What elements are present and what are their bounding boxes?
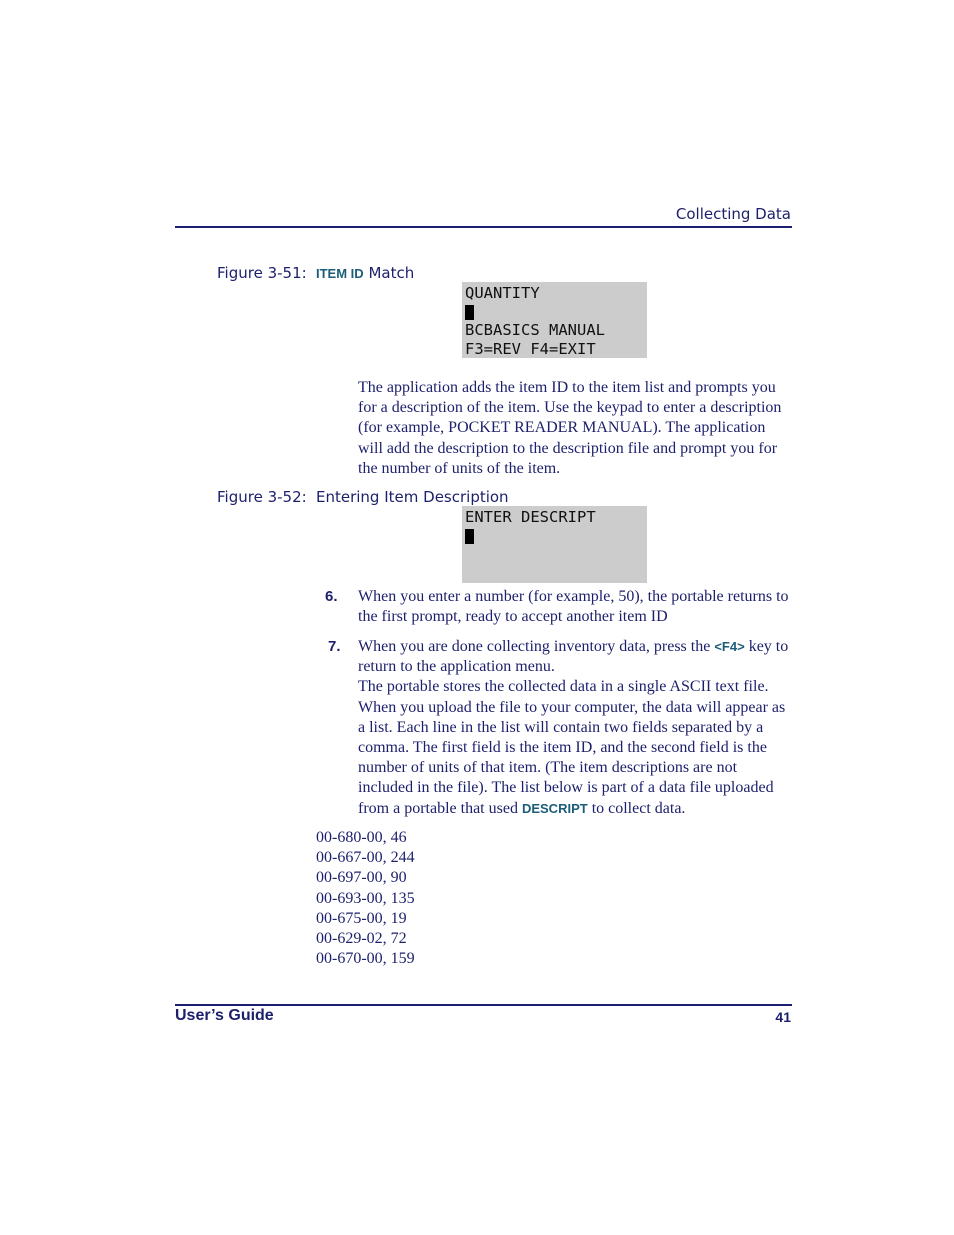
list-item: 00-680-00, 46 xyxy=(316,829,407,846)
screen-cursor-line xyxy=(465,303,647,322)
step-7-text-end: key to return to the application menu. xyxy=(358,638,789,676)
figure-51-number: Figure 3-51: xyxy=(217,264,307,282)
list-item: 00-629-02, 72 xyxy=(316,930,407,948)
step-7-number: 7. xyxy=(328,638,341,655)
step-7-followup-start: The portable stores the collected data in a single ASCII text file. When you upload the file to your computer, the data will appear as a list. Each line in the list will contain two fields separated by a comma. The first field is the item ID, and the second field is the number of units of that item. (The item descriptions are not included in the file). The list below is part of a data file uploaded from a portable that used xyxy=(358,678,786,817)
page-number: 41 xyxy=(775,1009,791,1025)
running-header: Collecting Data xyxy=(675,205,791,223)
figure-51-keyword: ITEM ID xyxy=(316,266,364,281)
list-item: 00-675-00, 19 xyxy=(316,909,407,927)
figure-51-caption xyxy=(217,264,414,282)
screen-line: BCBASICS MANUAL xyxy=(465,321,605,339)
footer-rule xyxy=(175,1004,792,1006)
step-7-followup-end: to collect data. xyxy=(587,799,686,817)
list-item: 00-670-00, 159 xyxy=(316,950,415,968)
screen-line: ENTER DESCRIPT xyxy=(465,508,596,526)
step-6-text: When you enter a number (for example, 50), the portable returns to the first prompt, ready to accept another item ID xyxy=(358,588,789,626)
figure-51-screen xyxy=(462,282,647,358)
list-item: 00-667-00, 244 xyxy=(316,849,415,867)
body-paragraph: The application adds the item ID to the item list and prompts you for a description of the item. Use the keypad to enter a description (for example, POCKET READER MANUAL). The application will add the description to the description file and prompt you for the number of units of the item. xyxy=(358,379,782,477)
cursor-block-icon xyxy=(465,305,474,320)
f4-key-label: <F4> xyxy=(714,639,745,654)
figure-52-caption-text: Entering Item Description xyxy=(316,488,509,506)
screen-line: F3=REV F4=EXIT xyxy=(465,339,596,358)
figure-52-caption xyxy=(217,488,509,506)
screen-cursor-line xyxy=(465,527,647,546)
screen-line: QUANTITY xyxy=(465,284,540,302)
cursor-block-icon xyxy=(465,529,474,544)
list-item: 00-693-00, 135 xyxy=(316,889,415,907)
descript-keyword: DESCRIPT xyxy=(521,800,588,816)
data-file-list xyxy=(316,828,415,969)
footer-guide-title: User’s Guide xyxy=(175,1007,274,1024)
figure-51-caption-text: Match xyxy=(363,264,415,282)
step-6-number: 6. xyxy=(325,588,338,605)
header-rule xyxy=(175,226,792,228)
step-7-text-start: When you are done collecting inventory data, press the xyxy=(358,638,715,655)
step-7-text xyxy=(358,637,790,819)
figure-52-number: Figure 3-52: xyxy=(217,488,307,506)
list-item: 00-697-00, 90 xyxy=(316,869,407,887)
figure-52-screen xyxy=(462,506,647,583)
